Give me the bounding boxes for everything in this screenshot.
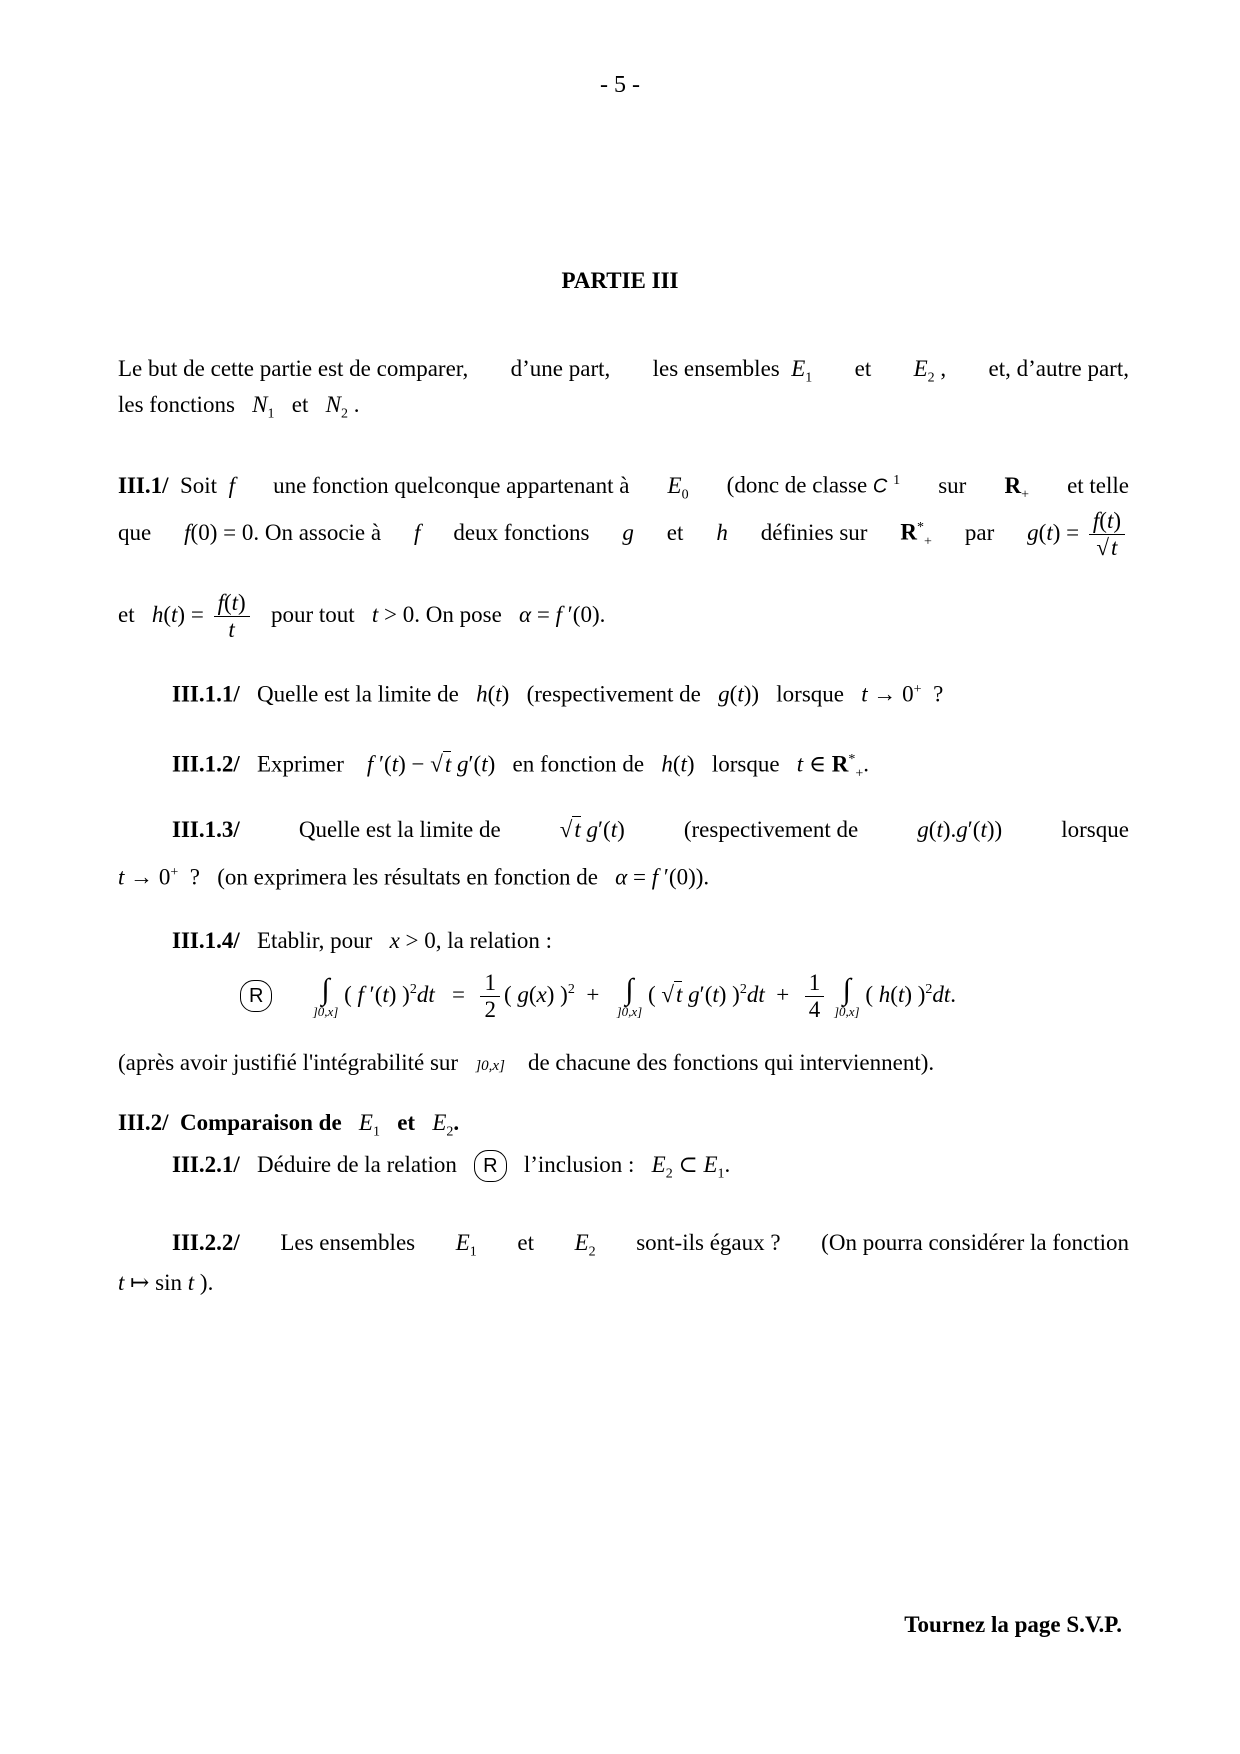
q321: III.2.1/ Déduire de la relation R l’inclusion : $E_2$ ⊂ $E_1$. [172, 1152, 731, 1182]
q322-line-2: t ↦ sin t ). [118, 1270, 214, 1295]
footer-turn-page: Tournez la page S.V.P. [904, 1612, 1122, 1637]
q312: III.1.2/ Exprimer f ′(t) − √t g′(t) en fonction de h(t) lorsque t ∈ $R^*_+$. [172, 751, 869, 782]
intro-line-2: les fonctions $N_1$ et $N_2$ . [118, 392, 360, 422]
q314: III.1.4/ Etablir, pour x > 0, la relation : [172, 928, 553, 953]
q311: III.1.1/ Quelle est la limite de h(t) (respectivement de g(t)) lorsque t → 0+ ? [172, 681, 944, 707]
relation-r-formula: R ∫ ]0,x] ( f ′(t) )$^2$dt = $\frac{1}{2}$ ( g(x) )$^2$ + ∫ ]0,x] ( √t g′(t) )$^2$dt + $\frac{1}{4}$ ∫ ]0,x] ( h(t) )$^2$dt. [240, 970, 1020, 1040]
q322-line-1: III.2.2/ Les ensembles $E_1$ et $E_2$ sont-ils égaux ? (On pourra considérer la fonction [172, 1230, 1129, 1260]
page-number: - 5 - [600, 72, 640, 98]
relation-r-label: R [240, 980, 272, 1012]
intro-line-1: Le but de cette partie est de comparer, d’une part, les ensembles $E_1$ et $E_2$ , et, d’autre part, [118, 356, 1129, 386]
part-title: PARTIE III [561, 268, 679, 293]
after-relation: (après avoir justifié l'intégrabilité sur ]0,x] de chacune des fonctions qui interviennent). [118, 1050, 935, 1075]
q31-line-3: et h(t) = $\frac{f(t)}{t}$ pour tout t > 0. On pose α = f ′(0). [118, 590, 606, 642]
q31-line-2: que f(0) = 0. On associe à f deux fonctions g et h définies sur $R^*_+$ par g(t) = $\frac{f(t)}{√t}$ [118, 508, 1129, 561]
q313-line-2: t → 0+ ? (on exprimera les résultats en fonction de α = f ′(0)). [118, 864, 710, 890]
q31-line-1: III.1/ Soit f une fonction quelconque appartenant à $E_0$ (donc de classe C $^1$ sur $R_+$ et telle [118, 472, 1129, 503]
q32: III.2/ Comparaison de $E_1$ et $E_2$. [118, 1110, 460, 1140]
q313-line-1: III.1.3/ Quelle est la limite de √t g′(t) (respectivement de g(t).g′(t)) lorsque [172, 817, 1129, 842]
